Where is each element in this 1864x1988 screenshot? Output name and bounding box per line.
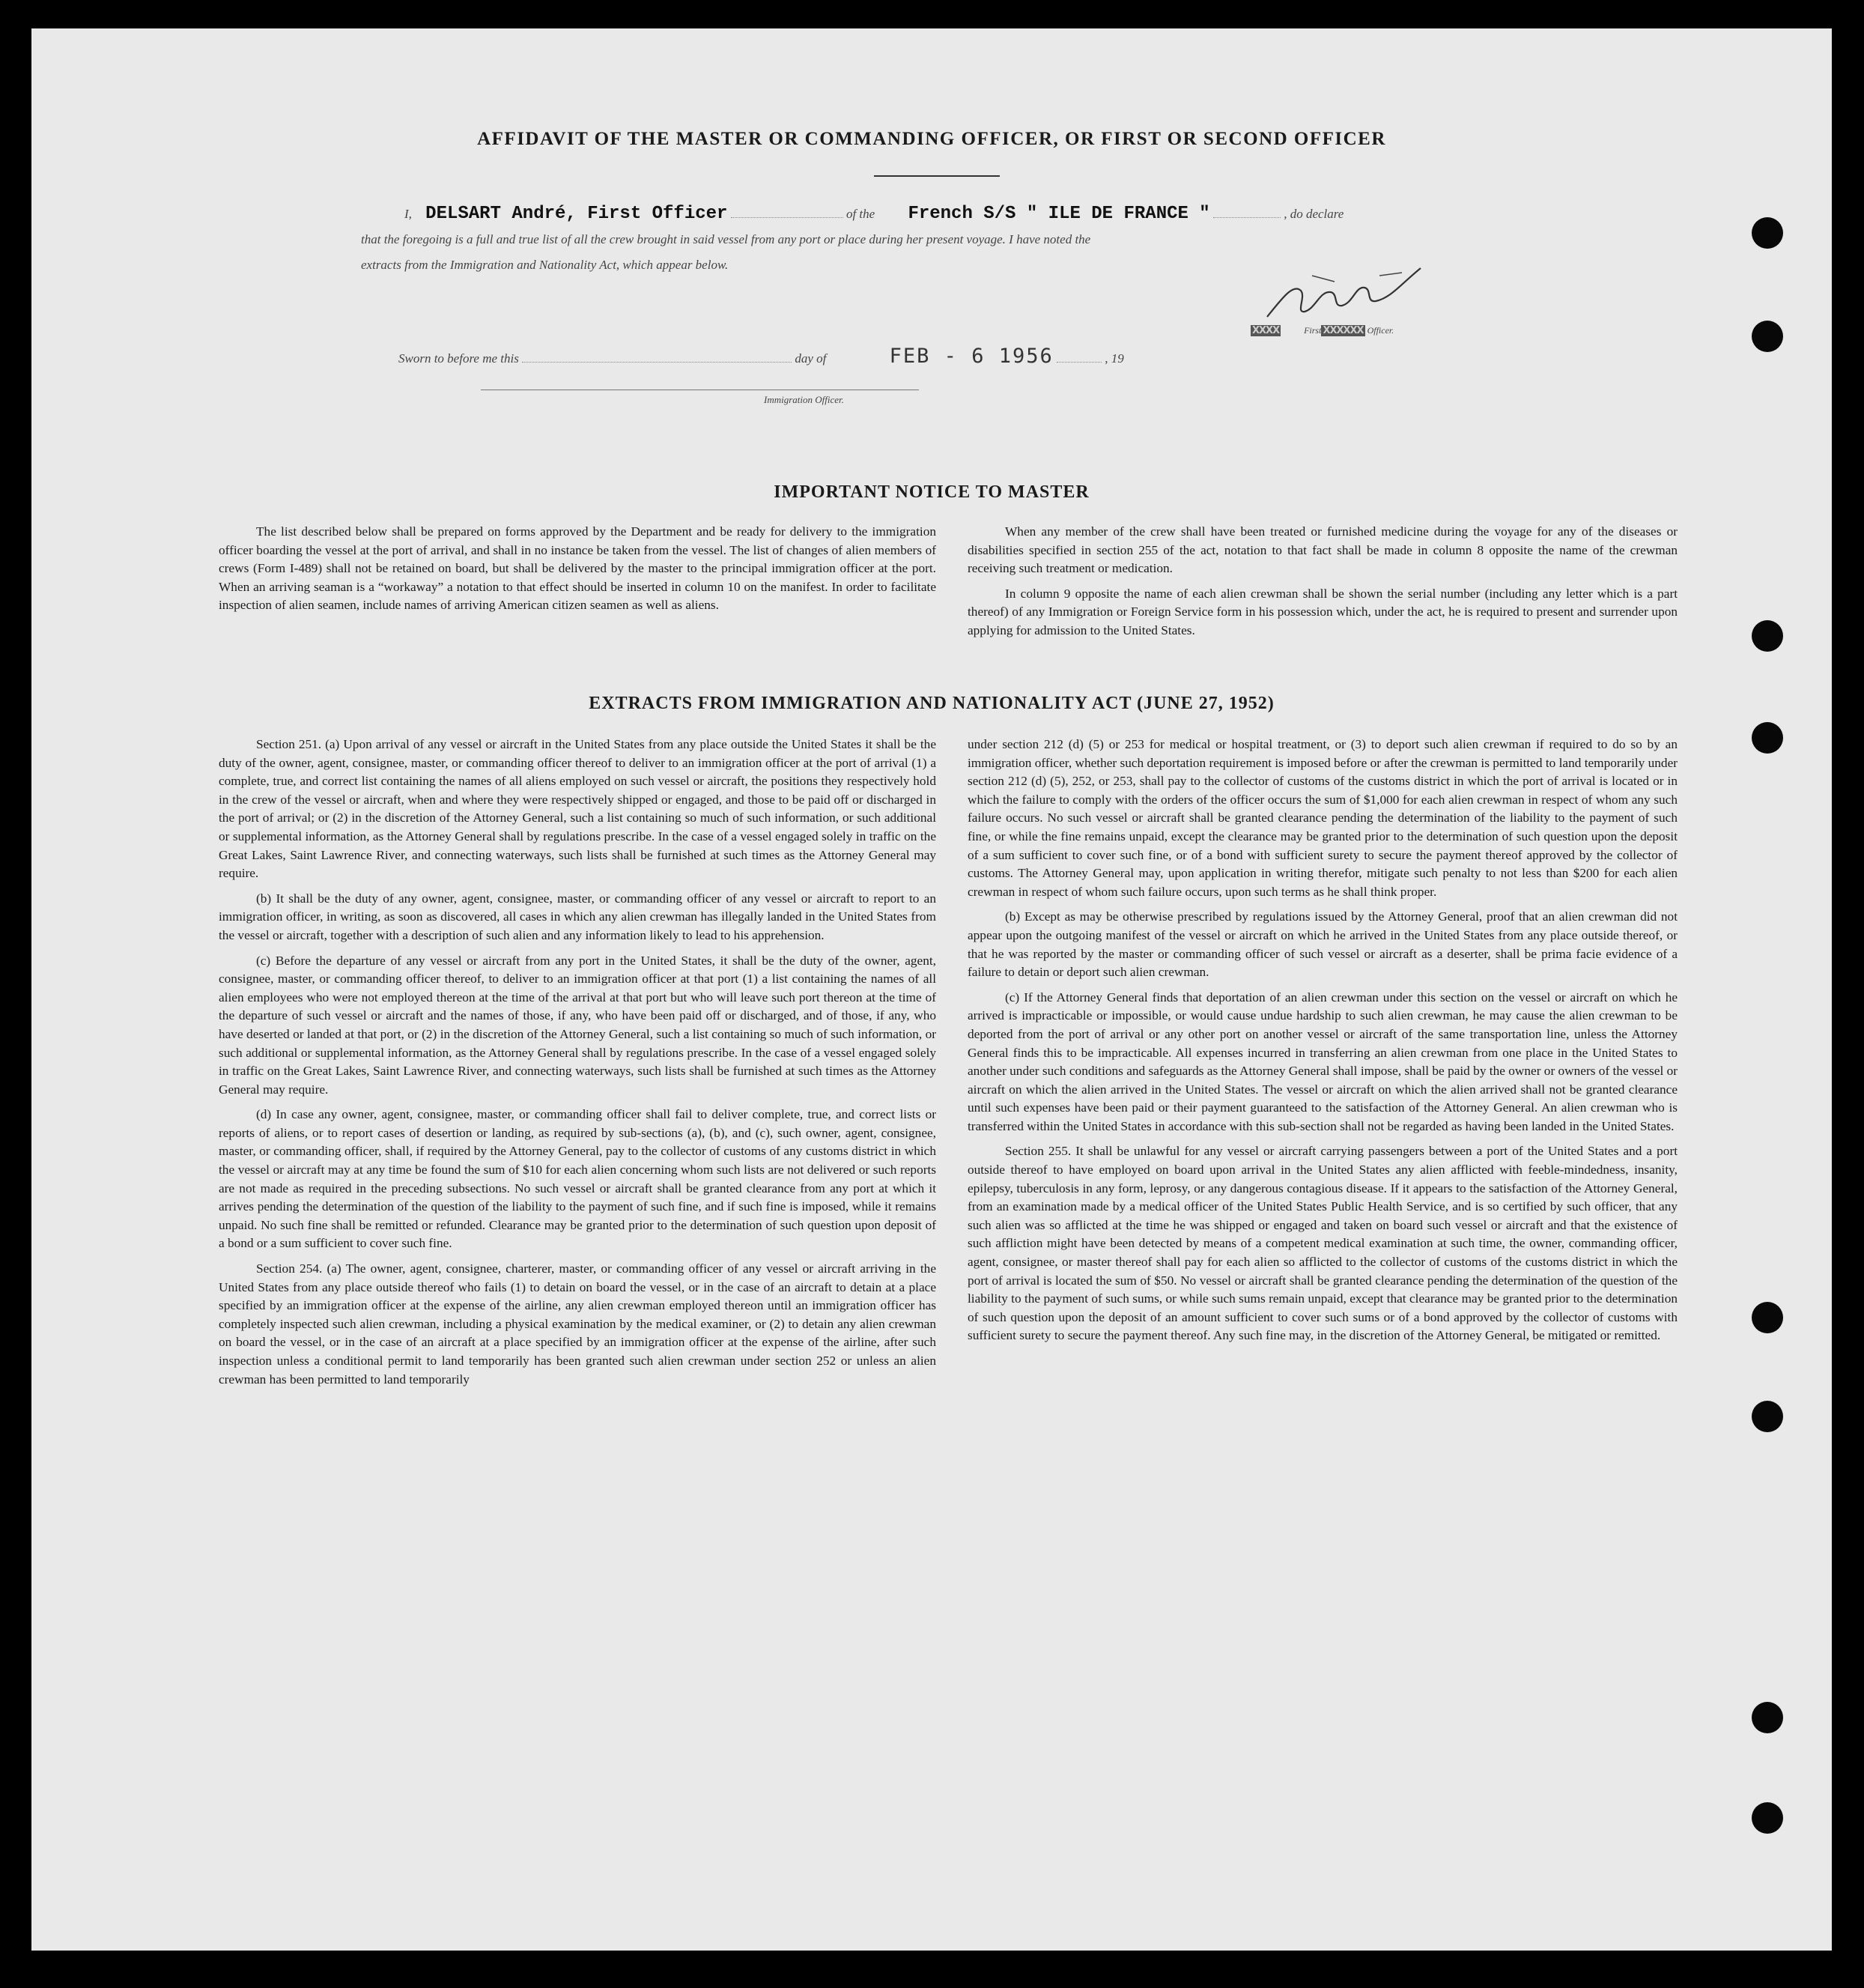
year-prefix: , 19 xyxy=(1105,351,1124,366)
struck-word-2: XXXXXX xyxy=(1323,325,1364,336)
notice-left-column xyxy=(219,523,936,622)
notice-right-column xyxy=(968,523,1678,647)
sworn-line xyxy=(398,345,1124,368)
extracts-left-column xyxy=(219,736,936,1395)
extract-paragraph: (b) It shall be the duty of any owner, agent, consignee, master, or commanding officer of any vessel or aircraft to report to an immigration officer, in writing, as soon as discovered, all cases in which any alien crewman has illegally landed in the United States from the vessel or aircraft, together with a description of such alien and any information likely to lead to his apprehension. xyxy=(219,891,936,942)
immigration-officer-label: Immigration Officer. xyxy=(764,394,844,405)
officer-label: Officer. xyxy=(1367,325,1394,336)
binder-hole xyxy=(1752,722,1783,754)
officer-title-line xyxy=(1251,325,1394,336)
extract-paragraph: under section 212 (d) (5) or 253 for medical or hospital treatment, or (3) to deport such alien crewman if required to do so by an immigration officer, whether such deportation requirement is imposed before or after the crewman is permitted to land temporarily under section 212 (d) (5), 252, or 253, shall pay to the collector of customs of the customs district in which the port of arrival is located or in which the failure to comply with the orders of the officer occurs the sum of $1,000 for each alien crewman in respect of whom any such failure occurs. No such vessel or aircraft shall be granted clearance pending the determination of the liability to the payment of such fine, or while the fine remains unpaid, except the clearance may be granted prior to the determination of such question upon the deposit of a sum sufficient to cover such fine, or of a bond with sufficient surety to secure the payment thereof approved by the collector of customs. The Attorney General may, upon application in writing therefor, mitigate such penalty to not less than $200 for each alien crewman in respect of whom such failure occurs, upon such terms as he shall think proper. xyxy=(968,737,1678,899)
prefix-i: I, xyxy=(404,207,412,221)
dotted-leader xyxy=(731,217,843,218)
title-underline xyxy=(874,175,1000,177)
officer-first: First xyxy=(1304,325,1322,336)
dotted-leader xyxy=(1057,362,1102,363)
extract-paragraph: (b) Except as may be otherwise prescribed by regulations issued by the Attorney General, proof that an alien crewman did not appear upon the outgoing manifest of the vessel or aircraft on which he arrived in the United States from any place outside thereof, or that he was reported by the master or commanding officer of such vessel or aircraft as a deserter, shall be prima facie evidence of a failure to detain or deport such alien crewman. xyxy=(968,909,1678,980)
notice-paragraph: When any member of the crew shall have been treated or furnished medicine during the voyage for any of the diseases or disabilities specified in section 255 of the act, notation to that fact shall be made in column 8 opposite the name of the crewman receiving such treatment or medication. xyxy=(968,524,1678,576)
extract-paragraph: (c) Before the departure of any vessel or aircraft from any port in the United States, it shall be the duty of the owner, agent, consignee, master, or commanding officer thereof, to deliver to an immigration officer at that port (1) a list containing the names of all alien employees who were not employed thereon at the time of the arrival at that port but who will leave such port thereon at the time of the departure of such vessel or aircraft and the names of those, if any, who have been paid off or discharged, and of those, if any, who have deserted or landed at that port, or (2) in the discretion of the Attorney General, such a list containing so much of such information, or such additional or supplemental information, as the Attorney General shall by regulations prescribe. In the case of a vessel engaged solely in traffic on the Great Lakes, Saint Lawrence River, and connecting waterways, such lists shall be furnished at such times as the Attorney General may require. xyxy=(219,953,936,1097)
date-stamp: FEB - 6 1956 xyxy=(889,345,1054,368)
do-declare-label: , do declare xyxy=(1284,207,1344,221)
binder-hole xyxy=(1752,217,1783,249)
notice-paragraph: In column 9 opposite the name of each alien crewman shall be shown the serial number (including any letter which is a part thereof) of any Immigration or Foreign Service form in his possession which, under the act, he is required to present and surrender upon applying for admission to the United States. xyxy=(968,586,1678,637)
of-the-label: of the xyxy=(846,207,875,221)
notice-heading: IMPORTANT NOTICE TO MASTER xyxy=(774,482,1090,502)
officer-signature xyxy=(1260,253,1454,336)
declaration-text-2: extracts from the Immigration and Nationality Act, which appear below. xyxy=(361,258,729,272)
extracts-heading: EXTRACTS FROM IMMIGRATION AND NATIONALITY ACT (JUNE 27, 1952) xyxy=(589,694,1275,713)
extract-paragraph: Section 254. (a) The owner, agent, consignee, charterer, master, or commanding officer of any vessel or aircraft arriving in the United States from any place outside thereof who fails (1) to detain on board the vessel, or in the case of an aircraft to detain at a place specified by an immigration officer at the expense of the airline, any alien crewman employed thereon until an immigration officer has completely inspected such alien crewman, including a physical examination by the medical examiner, or (2) to detain any alien crewman on board the vessel, or in the case of an aircraft at a place specified by an immigration officer at the expense of the airline, after such inspection unless a conditional permit to land temporarily has been granted such alien crewman under section 252 or unless an alien crewman has been permitted to land temporarily xyxy=(219,1261,936,1387)
dotted-leader xyxy=(522,362,792,363)
vessel-name: French S/S " ILE DE FRANCE " xyxy=(908,204,1210,224)
sworn-label: Sworn to before me this xyxy=(398,351,519,366)
binder-hole xyxy=(1752,620,1783,652)
document-page xyxy=(31,28,1832,1951)
day-of-label: day of xyxy=(795,351,827,366)
extracts-right-column xyxy=(968,736,1678,1352)
binder-hole xyxy=(1752,1702,1783,1733)
officer-name: DELSART André, First Officer xyxy=(425,204,728,224)
extract-paragraph: Section 255. It shall be unlawful for any vessel or aircraft carrying passengers between a port of the United States and a port outside thereof to have employed on board upon arrival in the United States any alien afflicted with feeble-mindedness, insanity, epilepsy, tuberculosis in any form, leprosy, or any dangerous contagious disease. If it appears to the satisfaction of the Attorney General, from an examination made by a medical officer of the United States Public Health Service, and is so certified by such officer, that any such alien was so afflicted at the time he was shipped or engaged and taken on board such vessel or aircraft and that the existence of such affliction might have been detected by means of a competent medical examination at such time, the owner, commanding officer, agent, consignee, or master thereof shall pay for each alien so afflicted to the collector of customs of the customs district in which the port of arrival is located the sum of $50. No vessel or aircraft shall be granted clearance pending the determination of the question of the liability to the payment of such sums, or while such sums remain unpaid, except that clearance may be granted prior to the determination of such question upon the deposit of an amount sufficient to cover such sums or of a bond approved by the collector of customs with sufficient surety to secure the payment thereof. Any such fine may, in the discretion of the Attorney General, be mitigated or remitted. xyxy=(968,1144,1678,1343)
binder-hole xyxy=(1752,1302,1783,1333)
extract-paragraph: Section 251. (a) Upon arrival of any vessel or aircraft in the United States from any place outside the United States it shall be the duty of the owner, agent, consignee, master, or commanding officer thereof to deliver to an immigration officer at the port of arrival (1) a complete, true, and correct list containing the names of all aliens employed on such vessel or aircraft, the positions they respectively hold in the crew of the vessel or aircraft, when and where they were respectively shipped or engaged, and those to be paid off or discharged in the port of arrival; or (2) in the discretion of the Attorney General, such a list containing so much of such information, or such additional or supplemental information, as the Attorney General shall by regulations prescribe. In the case of a vessel engaged solely in traffic on the Great Lakes, Saint Lawrence River, and connecting waterways, such lists shall be furnished at such times as the Attorney General may require. xyxy=(219,737,936,881)
affidavit-title: AFFIDAVIT OF THE MASTER OR COMMANDING OFFICER, OR FIRST OR SECOND OFFICER xyxy=(477,129,1386,149)
notice-paragraph: The list described below shall be prepared on forms approved by the Department and be ready for delivery to the immigration officer boarding the vessel at the port of arrival, and shall in no instance be taken from the vessel. The list of changes of alien members of crews (Form I-489) shall not be retained on board, but shall be delivered by the master to the principal immigration officer at the port. When an arriving seaman is a “workaway” a notation to that effect should be inserted in column 10 on the manifest. In order to facilitate inspection of alien seamen, include names of arriving American citizen seamen as well as aliens. xyxy=(219,524,936,613)
binder-hole xyxy=(1752,1401,1783,1432)
declaration-fill-line xyxy=(404,204,1344,224)
extract-paragraph: (c) If the Attorney General finds that deportation of an alien crewman under this section on the vessel or aircraft on which he arrived is impracticable or impossible, or would cause undue hardship to such alien crewman, he may cause the alien crewman to be deported from the port of arrival or any other port on another vessel or aircraft of the same transportation line, unless the Attorney General finds this to be impracticable. All expenses incurred in transferring an alien crewman from one place in the United States to another under such conditions and safeguards as the Attorney General shall impose, shall be paid by the owner or owners of the vessel or aircraft on which the alien arrived in the United States. The vessel or aircraft on which the alien arrived shall not be granted clearance until such expenses have been paid or their payment guaranteed to the satisfaction of the Attorney General. An alien crewman who is transferred within the United States in accordance with this sub-section shall not be regarded as having been landed in the United States. xyxy=(968,990,1678,1133)
declaration-text-1: that the foregoing is a full and true list of all the crew brought in said vessel from any port or place during her present voyage. I have noted the xyxy=(361,232,1091,246)
extract-paragraph: (d) In case any owner, agent, consignee, master, or commanding officer shall fail to deliver complete, true, and correct lists or reports of aliens, or to report cases of desertion or landing, as required by sub-sections (a), (b), and (c), such owner, agent, consignee, master, or commanding officer, shall, if required by the Attorney General, pay to the collector of customs of any customs district in which the vessel or aircraft may at any time be found the sum of $10 for each alien concerning whom such lists are not delivered or such reports are not made as required in the preceding subsections. No such vessel or aircraft shall be granted clearance from any port at which it arrives pending the determination of the question of the liability to the payment of such fine, and if such fine is imposed, while it remains unpaid. No such fine shall be remitted or refunded. Clearance may be granted prior to the determination of such question upon deposit of a bond or a sum sufficient to cover such fine. xyxy=(219,1107,936,1251)
binder-hole xyxy=(1752,321,1783,352)
binder-hole xyxy=(1752,1802,1783,1834)
struck-word-1: XXXX xyxy=(1252,325,1280,336)
dotted-leader xyxy=(1213,217,1281,218)
